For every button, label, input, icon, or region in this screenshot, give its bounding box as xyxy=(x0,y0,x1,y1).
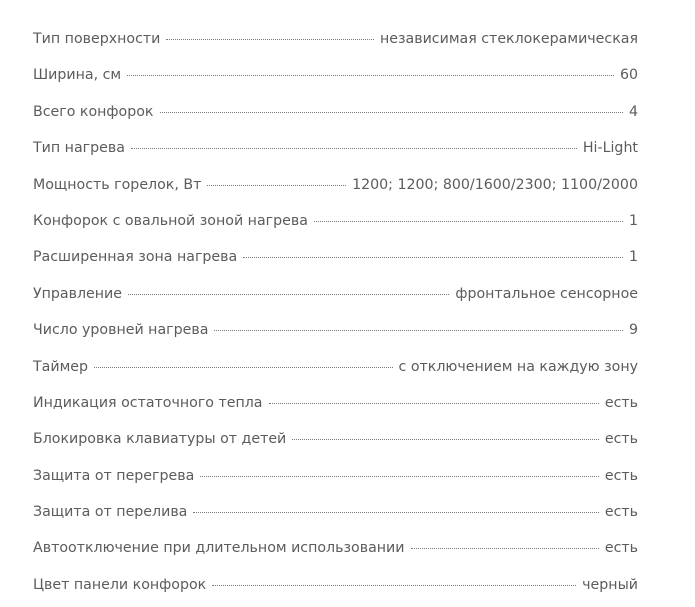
spec-value: 60 xyxy=(619,67,638,84)
spec-label: Защита от перелива xyxy=(33,504,188,521)
dotted-leader xyxy=(292,439,599,440)
spec-value: 4 xyxy=(628,103,638,120)
spec-value: есть xyxy=(604,504,638,521)
spec-label: Расширенная зона нагрева xyxy=(33,249,238,266)
spec-row-residual-heat xyxy=(33,385,638,421)
spec-value: есть xyxy=(604,431,638,448)
dotted-leader xyxy=(94,367,393,368)
spec-label: Индикация остаточного тепла xyxy=(33,394,263,411)
spec-label: Защита от перегрева xyxy=(33,467,195,484)
spec-label: Ширина, см xyxy=(33,67,122,84)
spec-row-width xyxy=(33,57,638,93)
spec-label: Тип нагрева xyxy=(33,140,125,157)
spec-row-oval-zone xyxy=(33,203,638,239)
spec-row-overheat-protection xyxy=(33,458,638,494)
spec-list xyxy=(33,21,638,603)
spec-row-extended-zone xyxy=(33,239,638,275)
spec-row-overflow-protection xyxy=(33,494,638,530)
spec-row-surface-type xyxy=(33,21,638,57)
dotted-leader xyxy=(193,512,598,513)
spec-label: Мощность горелок, Вт xyxy=(33,176,202,193)
dotted-leader xyxy=(214,330,623,331)
spec-row-child-lock xyxy=(33,421,638,457)
spec-row-heat-levels xyxy=(33,312,638,348)
spec-value: черный xyxy=(582,576,638,593)
spec-label: Блокировка клавиатуры от детей xyxy=(33,431,287,448)
dotted-leader xyxy=(212,585,576,586)
spec-row-heating-type xyxy=(33,130,638,166)
spec-label: Цвет панели конфорок xyxy=(33,576,207,593)
spec-row-control xyxy=(33,276,638,312)
spec-value: 1 xyxy=(628,249,638,266)
spec-label: Автоотключение при длительном использовании xyxy=(33,540,405,557)
spec-row-auto-shutoff xyxy=(33,530,638,566)
dotted-leader xyxy=(160,112,623,113)
spec-value: фронтальное сенсорное xyxy=(455,285,638,302)
spec-value: 9 xyxy=(628,322,638,339)
dotted-leader xyxy=(127,75,614,76)
dotted-leader xyxy=(411,548,599,549)
spec-label: Таймер xyxy=(33,358,89,375)
spec-label: Тип поверхности xyxy=(33,31,161,47)
spec-row-panel-color xyxy=(33,567,638,603)
spec-value: есть xyxy=(604,467,638,484)
dotted-leader xyxy=(131,148,577,149)
dotted-leader xyxy=(128,294,449,295)
spec-value: 1200; 1200; 800/1600/2300; 1100/2000 xyxy=(352,176,638,193)
dotted-leader xyxy=(207,185,346,186)
dotted-leader xyxy=(200,476,599,477)
spec-value: Hi-Light xyxy=(582,140,638,157)
spec-label: Управление xyxy=(33,285,123,302)
dotted-leader xyxy=(314,221,623,222)
dotted-leader xyxy=(269,403,599,404)
spec-label: Всего конфорок xyxy=(33,103,154,120)
dotted-leader xyxy=(166,39,374,40)
spec-value: независимая стеклокерамическая xyxy=(379,31,638,47)
spec-value: с отключением на каждую зону xyxy=(398,358,638,375)
spec-row-timer xyxy=(33,349,638,385)
spec-row-burner-count xyxy=(33,94,638,130)
spec-value: 1 xyxy=(628,212,638,229)
spec-label: Конфорок с овальной зоной нагрева xyxy=(33,212,308,229)
spec-value: есть xyxy=(604,540,638,557)
spec-label: Число уровней нагрева xyxy=(33,322,209,339)
spec-row-burner-power xyxy=(33,167,638,203)
spec-value: есть xyxy=(604,394,638,411)
dotted-leader xyxy=(243,257,623,258)
